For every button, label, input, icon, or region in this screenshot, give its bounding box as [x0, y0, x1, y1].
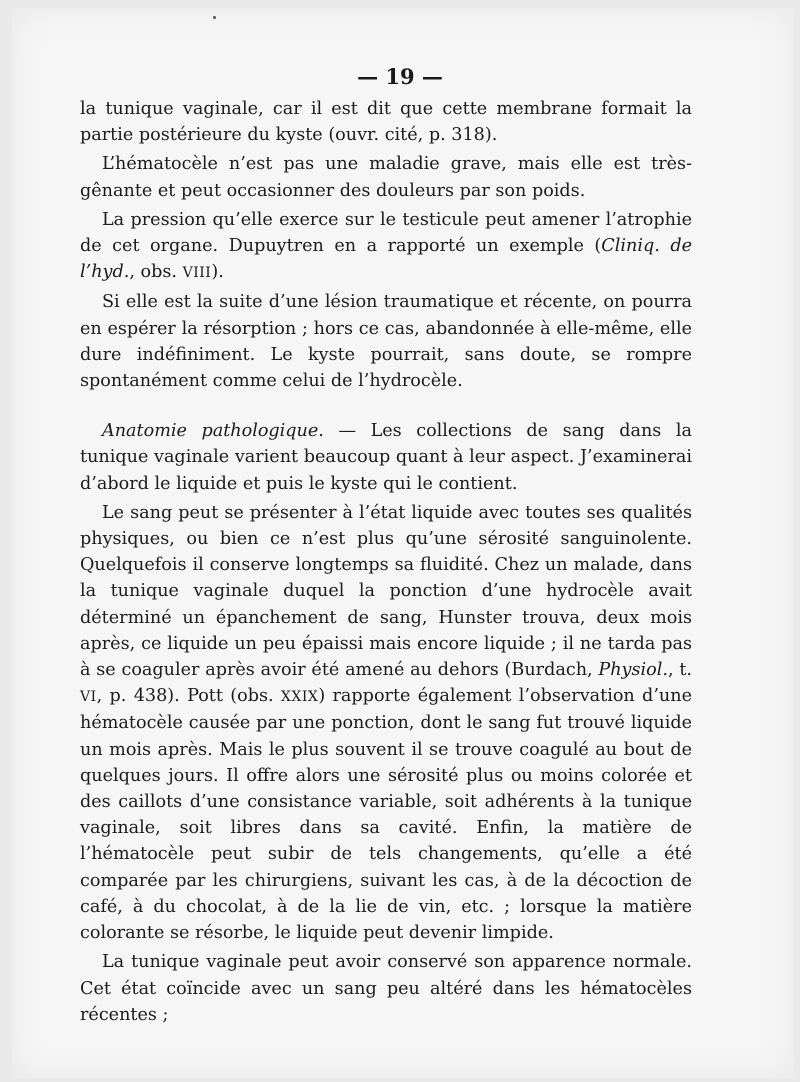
- roman-numeral: VIII: [182, 265, 212, 282]
- text-run: La pression qu’elle exerce sur le testicule peut amener l’atrophie de cet organe. Dupuytren en a rapporté un exemple (: [80, 209, 692, 257]
- text-run: L’hématocèle n’est pas une maladie grave, mais elle est très-gênante et peut occasionner des douleurs par son poids.: [80, 154, 692, 201]
- text-run: ).: [211, 262, 224, 283]
- paragraph-p1: [80, 96, 692, 148]
- roman-numeral: XXIX: [280, 689, 319, 706]
- paragraph-p2: [80, 151, 692, 203]
- page-number: — 19 —: [357, 64, 443, 89]
- body-text: [80, 96, 692, 1031]
- text-run: Le sang peut se présenter à l’état liquide avec toutes ses qualités physiques, ou bien ce n’est plus qu’une sérosité sanguinolente. Quelquefois il conserve longtemps sa fluidité. Chez un malade, dans la tunique vaginale duquel la ponction d’une hydrocèle avait déterminé un épanchement de sang, Hunster trouva, deux mois après, ce liquide un peu épaissi mais encore liquide ; il ne tarda pas à se coaguler après avoir été amené au dehors (Burdach,: [80, 502, 692, 681]
- italic-text: Anatomie pathologique.: [102, 421, 324, 442]
- text-run: La tunique vaginale peut avoir conservé son apparence normale. Cet état coïncide avec un sang peu altéré dans les hématocèles récentes ;: [80, 952, 692, 1025]
- text-run: , p. 438). Pott (obs.: [96, 686, 281, 707]
- text-run: , obs.: [129, 262, 183, 283]
- text-run: ) rapporte également l’observation d’une hématocèle causée par une ponction, dont le sang fut trouvé liquide un mois après. Mais le plus souvent il se trouve coagulé au bout de quelques jours. Il offre alors une sérosité plus ou moins colorée et des caillots d’une consistance variable, soit adhérents à la tunique vaginale, soit libres dans sa cavité. Enfin, la matière de l’hématocèle peut subir de tels changements, qu’elle a été comparée par les chirurgiens, suivant les cas, à de la décoction de café, à du chocolat, à de la lie de vin, etc. ; lorsque la matière colorante se résorbe, le liquide peut devenir limpide.: [80, 686, 692, 944]
- text-run: , t.: [667, 660, 692, 681]
- paragraph-p3: [80, 207, 692, 287]
- paragraph-p4: [80, 289, 692, 394]
- paragraph-p5: [80, 418, 692, 497]
- paragraph-p7: [80, 949, 692, 1028]
- text-run: Si elle est la suite d’une lésion traumatique et récente, on pourra en espérer la résorption ; hors ce cas, abandonnée à elle-même, elle dure indéfiniment. Le kyste pourrait, sans doute, se rompre spontanément comme celui de l’hydrocèle.: [80, 292, 692, 392]
- ink-speck: [213, 16, 216, 19]
- paragraph-p6: [80, 500, 692, 946]
- roman-numeral: VI: [80, 689, 97, 706]
- text-run: la tunique vaginale, car il est dit que cette membrane formait la partie postérieure du kyste (ouvr. cité, p. 318).: [80, 99, 692, 146]
- italic-text: Physiol.: [598, 660, 668, 681]
- text-run: — Les collections de sang dans la tunique vaginale varient beaucoup quant à leur aspect. J’examinerai d’abord le liquide et puis le kyste qui le contient.: [80, 421, 692, 494]
- italic-text: Cliniq. de l’hyd.: [80, 236, 692, 283]
